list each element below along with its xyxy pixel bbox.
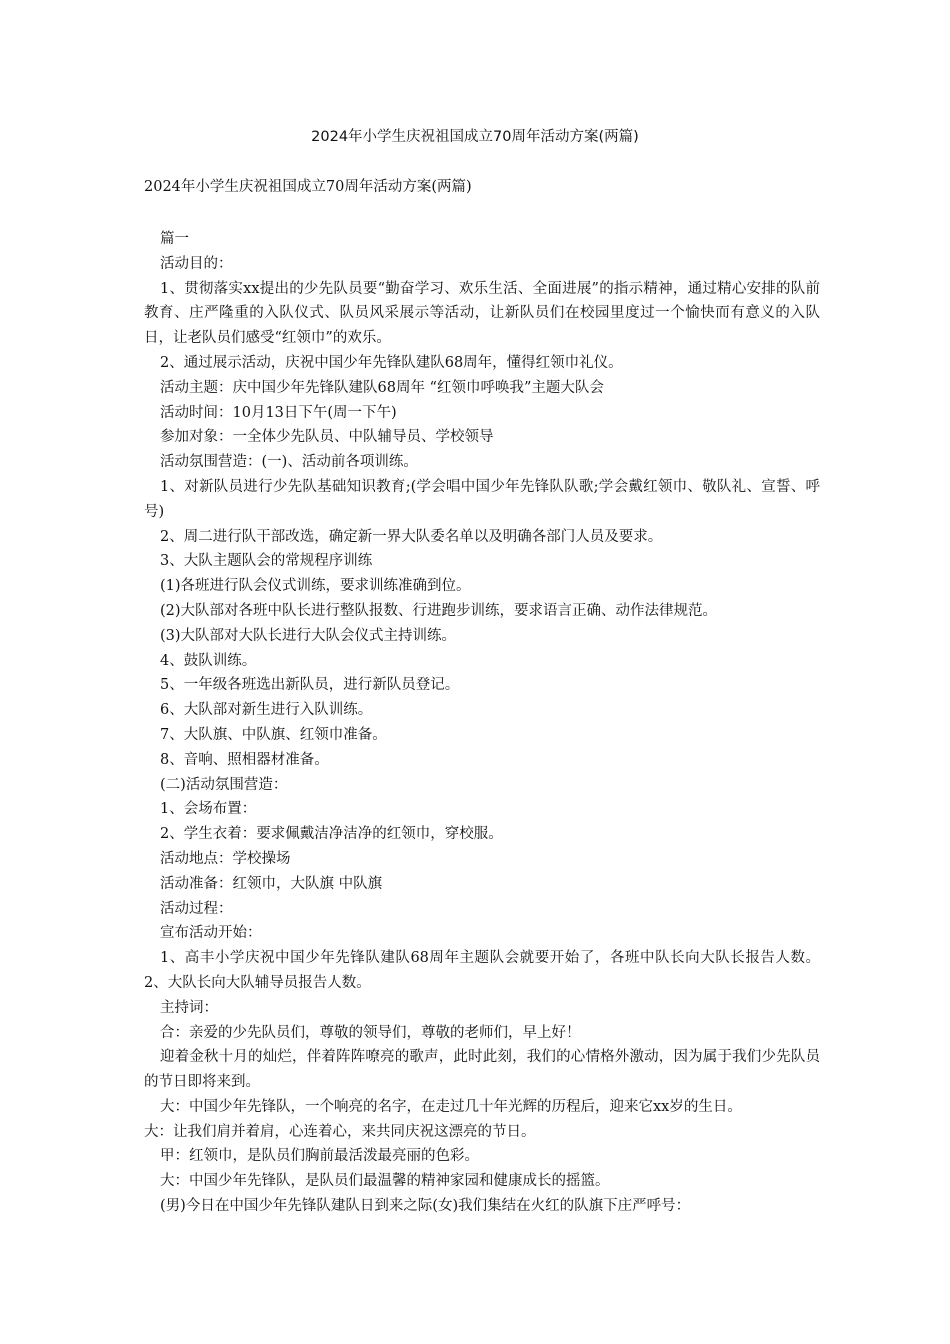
- paragraph: 8、音响、照相器材准备。: [160, 751, 329, 768]
- paragraph: 大：让我们肩并着肩，心连着心，来共同庆祝这漂亮的节日。: [144, 1123, 536, 1140]
- paragraph: (3)大队部对大队长进行大队会仪式主持训练。: [160, 627, 457, 644]
- paragraph: 迎着金秋十月的灿烂，伴着阵阵嘹亮的歌声，此时此刻，我们的心情格外激动，因为属于我们少先队员的节日即将来到。: [144, 1049, 820, 1091]
- paragraph: 1、贯彻落实xx提出的少先队员要“勤奋学习、欢乐生活、全面进展”的指示精神，通过精心安排的队前教育、庄严隆重的入队仪式、队员风采展示等活动，让新队员们在校园里度过一个愉快而有意义的入队日，让老队员们感受“红领巾”的欢乐。: [144, 280, 820, 347]
- paragraph: (2)大队部对各班中队长进行整队报数、行进跑步训练，要求语言正确、动作法律规范。: [160, 602, 718, 619]
- paragraph: 主持词：: [160, 999, 218, 1016]
- paragraph: 2、通过展示活动，庆祝中国少年先锋队建队68周年，懂得红领巾礼仪。: [160, 354, 623, 371]
- paragraph: 5、一年级各班选出新队员，进行新队员登记。: [160, 677, 460, 694]
- paragraph: (男)今日在中国少年先锋队建队日到来之际(女)我们集结在火红的队旗下庄严呼号：: [160, 1198, 691, 1215]
- paragraph: 7、大队旗、中队旗、红领巾准备。: [160, 726, 387, 743]
- paragraph: 活动氛围营造：(一)、活动前各项训练。: [160, 454, 418, 471]
- paragraph: 大：中国少年先锋队，一个响亮的名字，在走过几十年光辉的历程后，迎来它xx岁的生日。: [160, 1098, 742, 1115]
- paragraph: (1)各班进行队会仪式训练，要求训练准确到位。: [160, 578, 471, 595]
- paragraph: 活动目的：: [160, 255, 233, 272]
- paragraph: 6、大队部对新生进行入队训练。: [160, 702, 373, 719]
- paragraph: 合：亲爱的少先队员们，尊敬的领导们，尊敬的老师们，早上好！: [160, 1024, 581, 1041]
- paragraph: (二)活动氛围营造：: [160, 776, 288, 793]
- paragraph: 2、周二进行队干部改选，确定新一界大队委名单以及明确各部门人员及要求。: [160, 528, 663, 545]
- paragraph: 4、鼓队训练。: [160, 652, 257, 669]
- paragraph: 活动过程：: [160, 900, 233, 917]
- paragraph: 1、对新队员进行少先队基础知识教育;(学会唱中国少年先锋队队歌;学会戴红领巾、敬队礼、宣誓、呼号): [144, 478, 820, 520]
- paragraph: 2、学生衣着：要求佩戴洁净洁净的红领巾，穿校服。: [160, 826, 503, 843]
- paragraph: 参加对象：一全体少先队员、中队辅导员、学校领导: [160, 429, 494, 446]
- document-subtitle: 2024年小学生庆祝祖国成立70周年活动方案(两篇): [144, 179, 472, 195]
- paragraph: 1、会场布置：: [160, 801, 257, 818]
- paragraph: 活动时间：10月13日下午(周一下午): [160, 404, 397, 421]
- paragraph: 活动主题：庆中国少年先锋队建队68周年 “红领巾呼唤我”主题大队会: [160, 379, 604, 396]
- page-title: 2024年小学生庆祝祖国成立70周年活动方案(两篇): [311, 129, 639, 145]
- paragraph: 活动地点：学校操场: [160, 850, 291, 867]
- paragraph: 宣布活动开始：: [160, 925, 262, 942]
- paragraph: 大：中国少年先锋队，是队员们最温馨的精神家园和健康成长的摇篮。: [160, 1173, 610, 1190]
- paragraph: 活动准备：红领巾，大队旗 中队旗: [160, 875, 383, 892]
- document-body: [144, 227, 820, 1219]
- paragraph: 甲：红领巾，是队员们胸前最活泼最亮丽的色彩。: [160, 1148, 479, 1165]
- paragraph: 1、高丰小学庆祝中国少年先锋队建队68周年主题队会就要开始了，各班中队长向大队长报告人数。 2、大队长向大队辅导员报告人数。: [144, 950, 820, 991]
- section-heading: 篇一: [160, 231, 189, 247]
- paragraph: 3、大队主题队会的常规程序训练: [160, 553, 373, 570]
